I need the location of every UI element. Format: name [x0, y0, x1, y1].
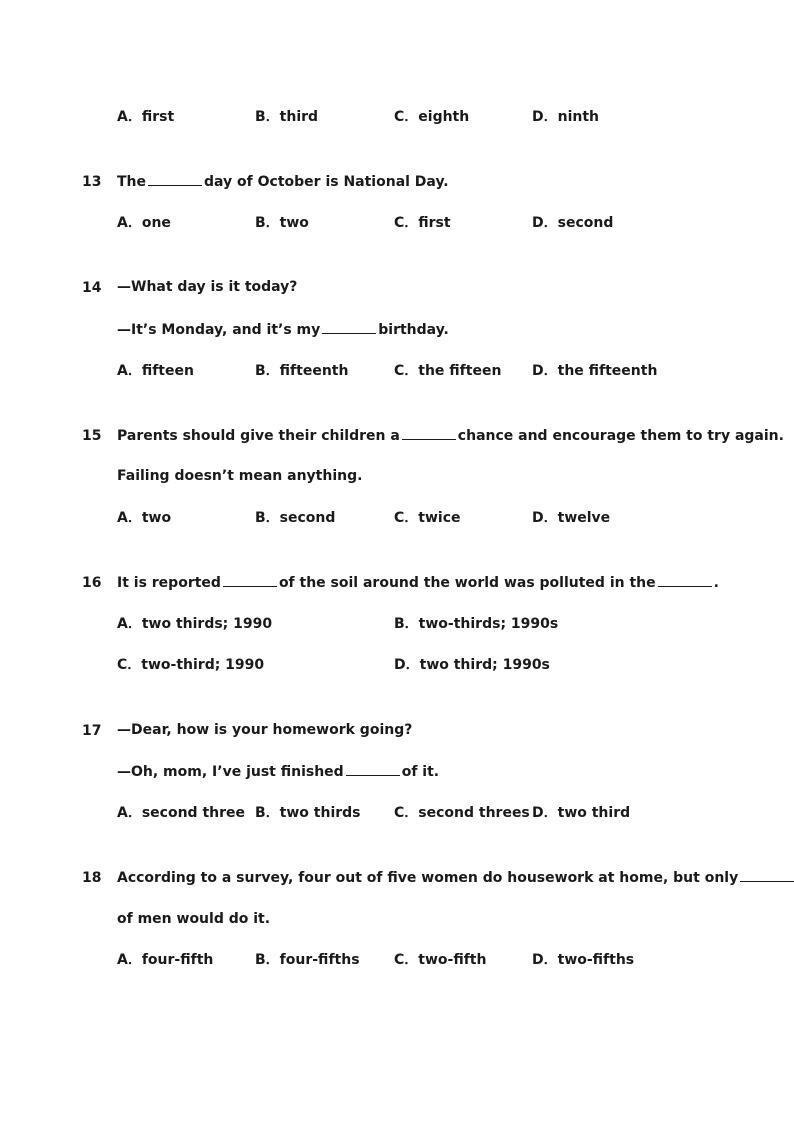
q14-option-a[interactable]: A．fifteen	[117, 363, 194, 379]
q16-stem	[117, 573, 719, 592]
q15-option-c[interactable]: C．twice	[394, 510, 461, 526]
q13-option-a[interactable]: A．one	[117, 215, 171, 231]
answer-blank	[322, 320, 376, 334]
answer-blank	[658, 573, 712, 587]
q12-option-b[interactable]: B．third	[255, 109, 319, 125]
q16-text-middle: of the soil around the world was polluted in the	[278, 575, 656, 591]
q18-option-c[interactable]: C．two-fifth	[394, 952, 487, 968]
q15-line2: Failing doesn’t mean anything.	[117, 468, 363, 484]
q17-line2-before: —Oh, mom, I’ve just finished	[117, 764, 344, 780]
question-number: 14	[82, 280, 102, 296]
q18-option-a[interactable]: A．four-fifth	[117, 952, 214, 968]
q18-option-b[interactable]: B．four-fifths	[255, 952, 360, 968]
q17-line2-after: of it.	[401, 764, 440, 780]
q15-line1-after: chance and encourage them to try again.	[457, 428, 784, 444]
q13-option-c[interactable]: C．first	[394, 215, 451, 231]
q17-line1: —Dear, how is your homework going?	[117, 722, 413, 738]
q13-stem	[117, 172, 449, 191]
q13-text-after: day of October is National Day.	[204, 174, 449, 190]
q15-line1	[117, 426, 784, 445]
answer-blank	[740, 868, 794, 882]
q14-line2	[117, 320, 449, 339]
question-number: 15	[82, 428, 102, 444]
q13-option-d[interactable]: D．second	[532, 215, 614, 231]
question-number: 13	[82, 174, 102, 190]
q15-option-a[interactable]: A．two	[117, 510, 172, 526]
q17-option-b[interactable]: B．two thirds	[255, 805, 361, 821]
q14-option-b[interactable]: B．fifteenth	[255, 363, 349, 379]
answer-blank	[223, 573, 277, 587]
q12-option-d[interactable]: D．ninth	[532, 109, 600, 125]
q17-option-d[interactable]: D．two third	[532, 805, 631, 821]
q14-option-d[interactable]: D．the fifteenth	[532, 363, 658, 379]
q16-option-c[interactable]: C．two-third; 1990	[117, 657, 265, 673]
q15-option-d[interactable]: D．twelve	[532, 510, 611, 526]
q16-option-d[interactable]: D．two third; 1990s	[394, 657, 550, 673]
q16-option-b[interactable]: B．two-thirds; 1990s	[394, 616, 559, 632]
q18-line2: of men would do it.	[117, 911, 271, 927]
question-number: 18	[82, 870, 102, 886]
question-number: 16	[82, 575, 102, 591]
q17-option-a[interactable]: A．second three	[117, 805, 245, 821]
q18-line1-text: According to a survey, four out of five women do housework at home, but only	[117, 870, 739, 886]
q15-line1-before: Parents should give their children a	[117, 428, 400, 444]
q13-text-before: The	[117, 174, 147, 190]
q18-line1	[117, 868, 794, 887]
answer-blank	[346, 762, 400, 776]
q18-option-d[interactable]: D．two-fifths	[532, 952, 635, 968]
q17-line2	[117, 762, 439, 781]
q17-option-c[interactable]: C．second threes	[394, 805, 530, 821]
q15-option-b[interactable]: B．second	[255, 510, 336, 526]
q16-option-a[interactable]: A．two thirds; 1990	[117, 616, 273, 632]
answer-blank	[402, 426, 456, 440]
q12-option-a[interactable]: A．first	[117, 109, 175, 125]
q12-option-c[interactable]: C．eighth	[394, 109, 470, 125]
question-number: 17	[82, 723, 102, 739]
q13-option-b[interactable]: B．two	[255, 215, 309, 231]
q14-line2-before: —It’s Monday, and it’s my	[117, 322, 321, 338]
q14-line2-after: birthday.	[378, 322, 449, 338]
q14-line1: —What day is it today?	[117, 279, 298, 295]
q14-option-c[interactable]: C．the fifteen	[394, 363, 502, 379]
answer-blank	[148, 172, 202, 186]
q16-text-after: .	[713, 575, 719, 591]
q16-text-before: It is reported	[117, 575, 221, 591]
